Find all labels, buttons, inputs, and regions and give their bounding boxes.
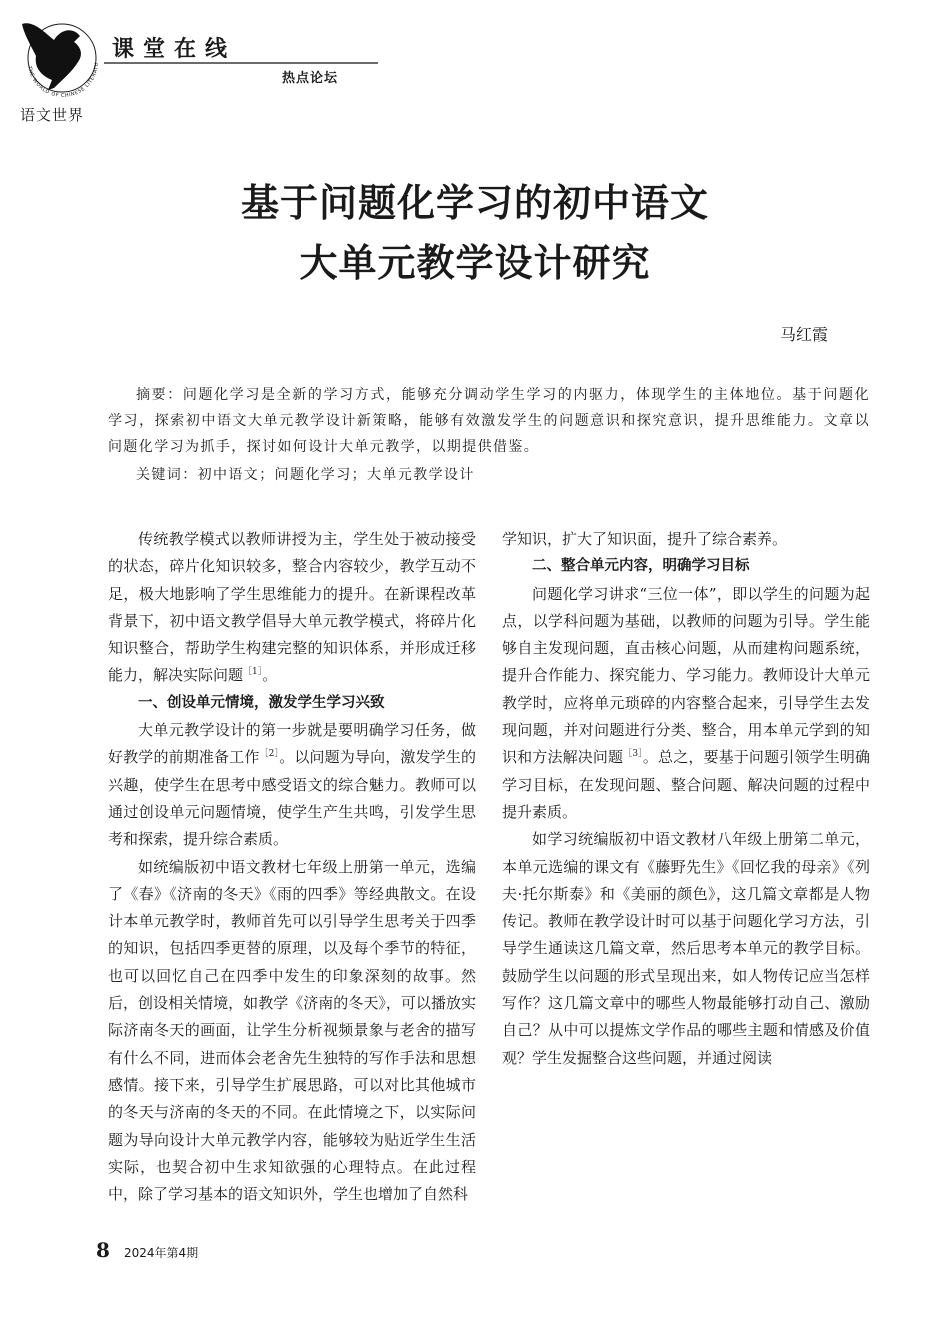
abstract: 摘要：问题化学习是全新的学习方式，能够充分调动学生学习的内驱力，体现学生的主体地位。基于问题化学习，探索初中语文大单元教学设计新策略，能够有效激发学生的问题意识和探究意识，提升思维能力。文章以问题化学习为抓手，探讨如何设计大单元教学，以期提供借鉴。	[108, 387, 870, 455]
issue-label: 2024年第4期	[124, 1246, 199, 1260]
section-title: 课堂在线	[112, 37, 237, 62]
citation-ref: ［3］	[623, 749, 643, 760]
keywords: 关键词：初中语文；问题化学习；大单元教学设计	[136, 467, 475, 483]
body-column-right	[502, 526, 870, 1072]
citation-ref: ［1］	[243, 667, 263, 678]
journal-name: 语文世界	[20, 106, 85, 124]
header-rule	[104, 62, 378, 64]
section-heading-2: 二、整合单元内容，明确学习目标	[532, 558, 750, 575]
paragraph: 传统教学模式以教师讲授为主，学生处于被动接受的状态，碎片化知识较多，整合内容较少，教学互动不足，极大地影响了学生思维能力的提升。在新课程改革背景下，初中语文教学倡导大单元教学模式，将碎片化知识整合，帮助学生构建完整的知识体系，并形成迁移能力，解决实际问题$^{[1]}$。	[108, 530, 476, 685]
logo-ring-text: THE WORLD OF CHINESE LITERATU	[26, 61, 101, 100]
page-number: 8	[96, 1238, 110, 1262]
author-name: 马红霞	[779, 325, 828, 344]
citation-ref: ［2］	[259, 749, 280, 760]
paragraph: 如学习统编版初中语文教材八年级上册第二单元，本单元选编的课文有《藤野先生》《回忆我的母亲》《列夫·托尔斯泰》和《美丽的颜色》，这几篇文章都是人物传记。教师在教学设计时可以基于问题化学习方法，引导学生通读这几篇文章，然后思考本单元的教学目标。鼓励学生以问题的形式呈现出来，如人物传记应当怎样写作？这几篇文章中的哪些人物最能够打动自己、激励自己？从中可以提炼文学作品的哪些主题和情感及价值观？学生发掘整合这些问题，并通过阅读	[502, 830, 870, 1067]
paragraph: 如统编版初中语文教材七年级上册第一单元，选编了《春》《济南的冬天》《雨的四季》等经典散文。在设计本单元教学时，教师首先可以引导学生思考关于四季的知识，包括四季更替的原理，以及每个季节的特征，也可以回忆自己在四季中发生的印象深刻的故事。然后，创设相关情境，如教学《济南的冬天》，可以播放实际济南冬天的画面，让学生分析视频景象与老舍的描写有什么不同，进而体会老舍先生独特的写作手法和思想感情。接下来，引导学生扩展思路，可以对比其他城市的冬天与济南的冬天的不同。在此情境之下，以实际问题为导向设计大单元教学内容，能够较为贴近学生生活实际，也契合初中生求知欲强的心理特点。在此过程中，除了学习基本的语文知识外，学生也增加了自然科	[108, 857, 476, 1204]
paragraph: 问题化学习讲求“三位一体”，即以学生的问题为起点，以学科问题为基础，以教师的问题为引导。学生能够自主发现问题，直击核心问题，从而建构问题系统，提升合作能力、探究能力、学习能力。教师设计大单元教学时，应将单元琐碎的内容整合起来，引导学生去发现问题，并对问题进行分类、整合，用本单元学到的知识和方法解决问题$^{[3]}$。总之，要基于问题引领学生明确学习目标，在发现问题、整合问题、解决问题的过程中提升素质。	[502, 584, 870, 821]
article-title-line-1: 基于问题化学习的初中语文	[240, 181, 709, 225]
section-heading-1: 一、创设单元情境，激发学生学习兴致	[138, 694, 385, 711]
paragraph: 大单元教学设计的第一步就是要明确学习任务，做好教学的前期准备工作$^{[2]}$。以问题为导向，激发学生的兴趣，使学生在思考中感受语文的综合魅力。教师可以通过创设单元问题情境，使学生产生共鸣，引发学生思考和探索，提升综合素质。	[108, 721, 476, 849]
paragraph-continued: 学知识，扩大了知识面，提升了综合素养。	[502, 530, 788, 548]
section-subtitle: 热点论坛	[282, 71, 339, 86]
body-column-left	[108, 526, 476, 1208]
article-title-line-2: 大单元教学设计研究	[299, 241, 651, 285]
journal-logo	[14, 10, 114, 104]
